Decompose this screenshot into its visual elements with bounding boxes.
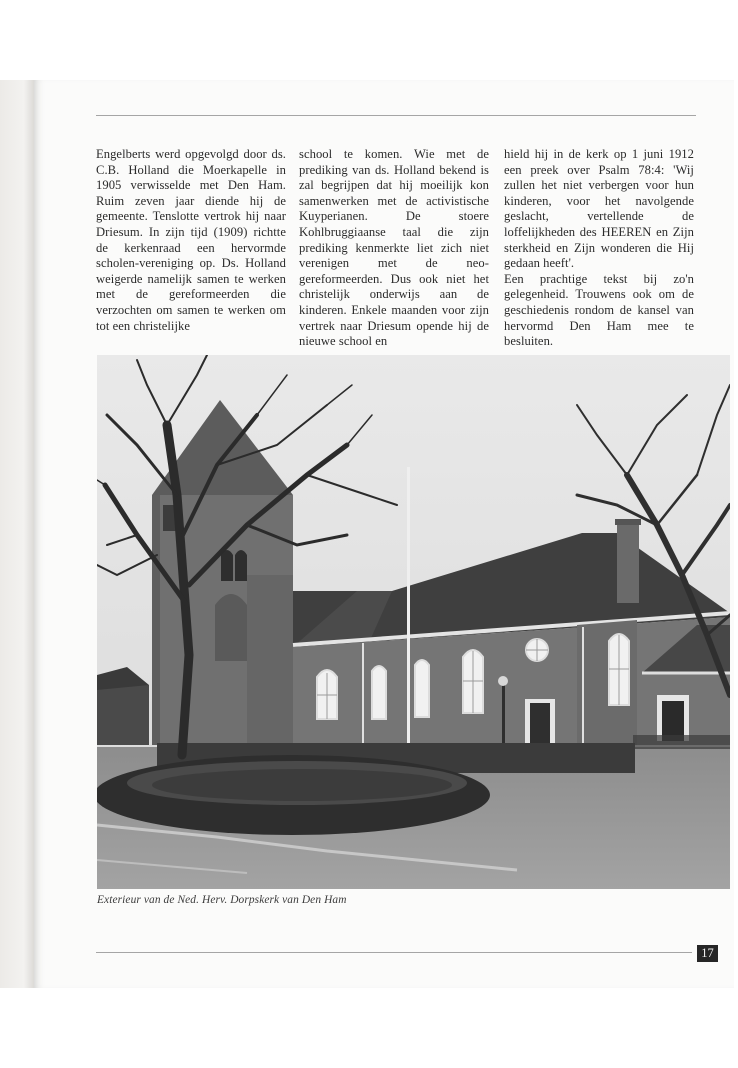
paragraph: school te komen. Wie met de prediking van ds. Holland bekend is zal begrijpen dat hij moeilijk kon samenwerken met de activistische Kuyperianen. De stoere Kohlbruggiaanse taal die zijn prediking kenmerkte liet zich niet verenigen met de neo-gereformeerden. Dus ook niet het christelijk onderwijs aan de kinderen. Enkele maanden voor zijn vertrek naar Driesum opende hij de nieuwe school en [299,147,489,349]
paragraph: hield hij in de kerk op 1 juni 1912 een preek over Psalm 78:4: 'Wij zullen het niet verbergen voor hun kinderen, voor het navolgende geslacht, vertellende de loffelijkheden des HEEREN en Zijn sterkheid en Zijn wonderen die Hij gedaan heeft'. [504,147,694,271]
page-number: 17 [697,945,718,962]
paragraph: Engelberts werd opgevolgd door ds. C.B. Holland die Moerkapelle in 1905 verwisselde met Den Ham. Ruim zeven jaar diende hij de gemeente. Tenslotte vertrok hij naar Driesum. In zijn tijd (1909) richtte de kerkenraad een hervormde scholen-vereniging op. Ds. Holland weigerde namelijk samen te werken met de gereformeerden die verzochten om samen te werken om tot een christelijke [96,147,286,333]
church-photo [97,355,730,889]
text-column-3 [504,147,694,350]
adjacent-page-edge [0,80,34,988]
top-rule [96,115,696,116]
photo-caption: Exterieur van de Ned. Herv. Dorpskerk van Den Ham [97,894,347,906]
paragraph: Een prachtige tekst bij zo'n gelegenheid. Trouwens ook om de geschiedenis rondom de kansel van hervormd Den Ham mee te besluiten. [504,271,694,349]
text-column-1 [96,147,286,334]
text-column-2 [299,147,489,350]
bottom-rule [96,952,692,953]
